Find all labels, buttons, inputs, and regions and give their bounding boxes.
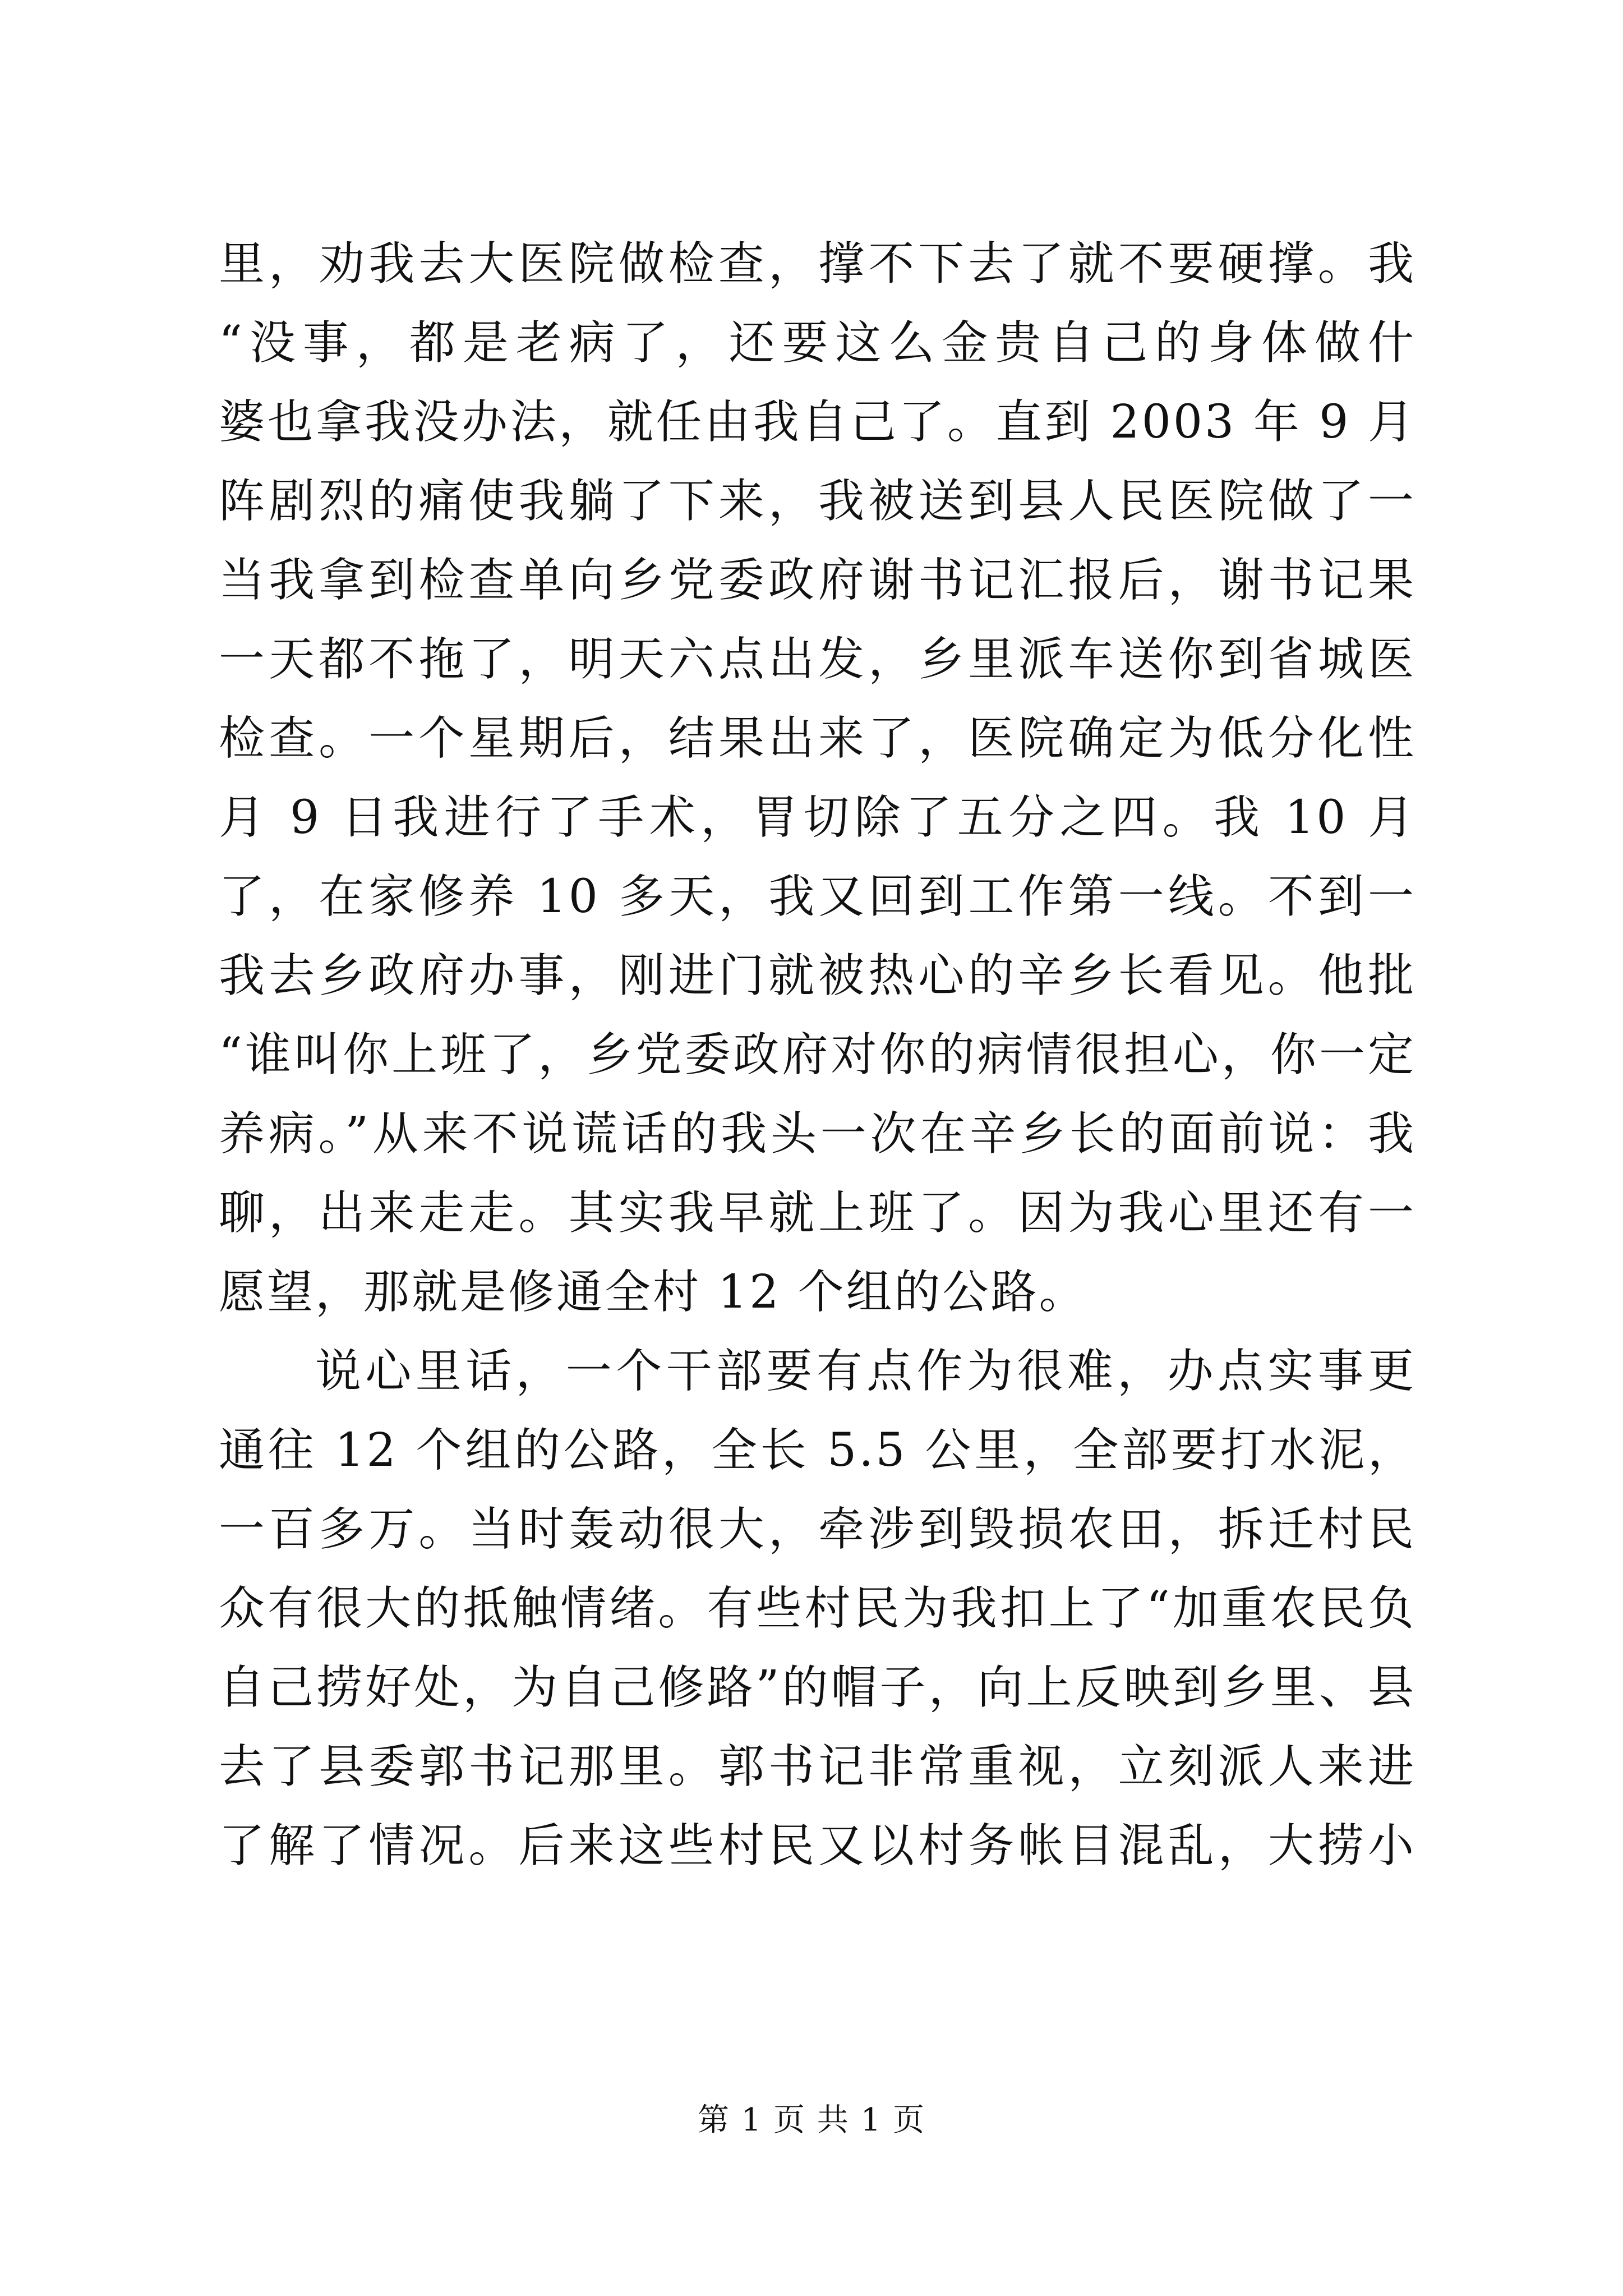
text-line: 里，劝我去大医院做检查，撑不下去了就不要硬撑。我: [219, 237, 1416, 291]
text-line: 通往 12 个组的公路，全长 5.5 公里，全部要打水泥，: [219, 1424, 1416, 1477]
text-line: “谁叫你上班了，乡党委政府对你的病情很担心，你一定: [219, 1028, 1416, 1082]
text-line: 说心里话，一个干部要有点作为很难，办点实事更: [315, 1345, 1416, 1398]
text-line: 婆也拿我没办法，就任由我自己了。直到 2003 年 9 月: [219, 395, 1416, 449]
text-line: 聊，出来走走。其实我早就上班了。因为我心里还有一: [219, 1186, 1416, 1240]
text-line: 一天都不拖了，明天六点出发，乡里派车送你到省城医: [219, 633, 1416, 686]
text-line: 我去乡政府办事，刚进门就被热心的辛乡长看见。他批: [219, 949, 1416, 1002]
text-line: 一百多万。当时轰动很大，牵涉到毁损农田，拆迁村民: [219, 1503, 1416, 1556]
paragraph-1: [219, 224, 1416, 1332]
body-text: [219, 224, 1416, 1885]
paragraph-2: [219, 1332, 1416, 1885]
text-line: 了解了情况。后来这些村民又以村务帐目混乱，大捞小: [219, 1819, 1416, 1872]
text-line: 自己捞好处，为自己修路”的帽子，向上反映到乡里、县: [219, 1661, 1416, 1714]
text-line: “没事，都是老病了，还要这么金贵自己的身体做什: [219, 316, 1416, 370]
text-line: 众有很大的抵触情绪。有些村民为我扣上了“加重农民负: [219, 1582, 1416, 1635]
page-footer: [0, 2101, 1623, 2140]
text-line: 愿望，那就是修通全村 12 个组的公路。: [219, 1266, 1087, 1319]
text-line: 了，在家修养 10 多天，我又回到工作第一线。不到一: [219, 870, 1416, 923]
text-line: 月 9 日我进行了手术，胃切除了五分之四。我 10 月: [219, 791, 1416, 844]
text-line: 检查。一个星期后，结果出来了，医院确定为低分化性: [219, 712, 1416, 765]
text-line: 当我拿到检查单向乡党委政府谢书记汇报后，谢书记果: [219, 554, 1416, 607]
text-line: 阵剧烈的痛使我躺了下来，我被送到县人民医院做了一: [219, 475, 1416, 528]
text-line: 养病。”从来不说谎话的我头一次在辛乡长的面前说：我: [219, 1107, 1416, 1161]
page-number-label: 第 1 页 共 1 页: [697, 2102, 926, 2138]
text-line: 去了县委郭书记那里。郭书记非常重视，立刻派人来进: [219, 1740, 1416, 1793]
